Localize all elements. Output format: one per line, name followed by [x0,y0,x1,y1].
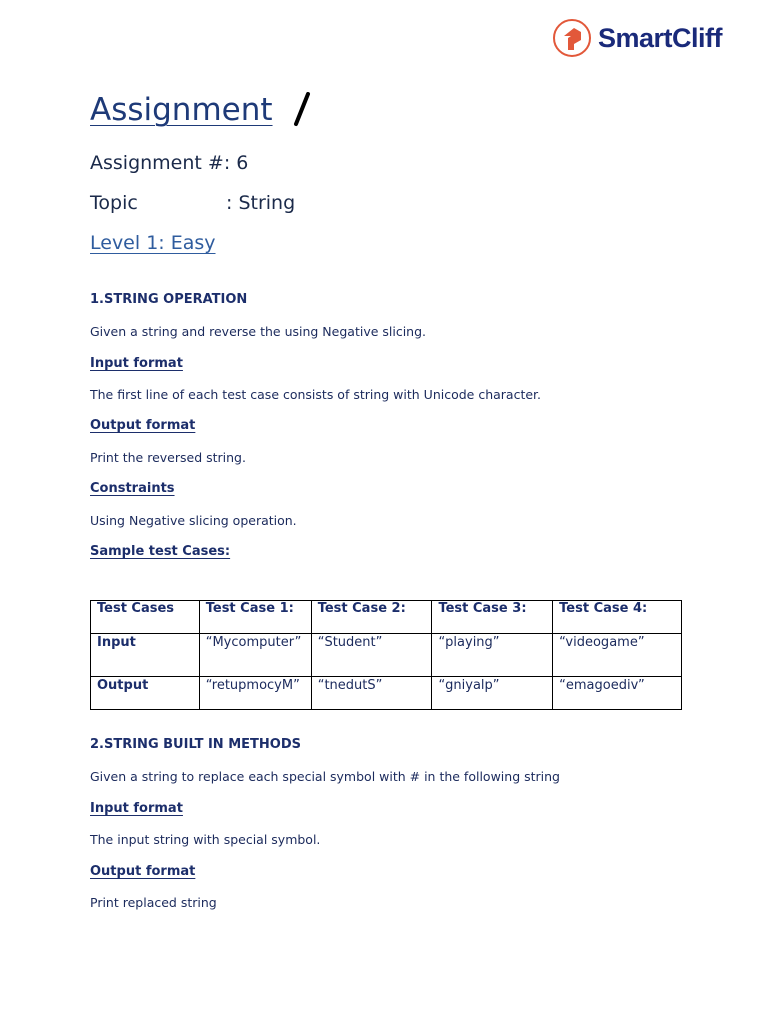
table-header-row [91,601,682,634]
table-cell: “playing” [432,634,553,677]
section-heading: 2.STRING BUILT IN METHODS [90,737,301,752]
table-cell: “gniyalp” [432,677,553,710]
output-format-label: Output format [90,418,196,433]
table-cell: “tnedutS” [311,677,432,710]
input-format-text: The first line of each test case consists of string with Unicode character. [90,387,542,402]
constraints-label: Constraints [90,481,175,496]
section-description: Given a string to replace each special symbol with # in the following string [90,769,560,784]
smartcliff-logo [552,18,722,58]
pen-stroke-mark [288,92,312,128]
output-format-text: Print replaced string [90,895,217,910]
section-heading: 1.STRING OPERATION [90,292,248,307]
table-row-label: Input [91,634,200,677]
table-header-cell: Test Case 4: [553,601,682,634]
input-format-label: Input format [90,356,183,371]
table-row-label: Output [91,677,200,710]
topic-line [90,192,295,214]
sample-test-cases-label: Sample test Cases: [90,544,231,559]
assignment-number: Assignment #: 6 [90,152,249,174]
input-format-label: Input format [90,801,183,816]
topic-label: Topic [90,192,138,214]
output-format-label: Output format [90,864,196,879]
test-cases-table [90,600,682,710]
table-cell: “Student” [311,634,432,677]
smartcliff-logo-icon [552,18,592,58]
topic-value: : String [226,192,296,214]
table-row-input [91,634,682,677]
page-title: Assignment [90,92,273,128]
table-header-cell: Test Case 2: [311,601,432,634]
output-format-text: Print the reversed string. [90,450,246,465]
table-cell: “retupmocyM” [199,677,311,710]
level-heading: Level 1: Easy [90,232,216,254]
table-cell: “emagoediv” [553,677,682,710]
section-description: Given a string and reverse the using Negative slicing. [90,324,427,339]
table-cell: “Mycomputer” [199,634,311,677]
table-cell: “videogame” [553,634,682,677]
input-format-text: The input string with special symbol. [90,832,321,847]
table-header-cell: Test Case 1: [199,601,311,634]
logo-text: SmartCliff [598,22,723,53]
table-row-output [91,677,682,710]
constraints-text: Using Negative slicing operation. [90,513,297,528]
table-header-cell: Test Case 3: [432,601,553,634]
table-header-cell: Test Cases [91,601,200,634]
